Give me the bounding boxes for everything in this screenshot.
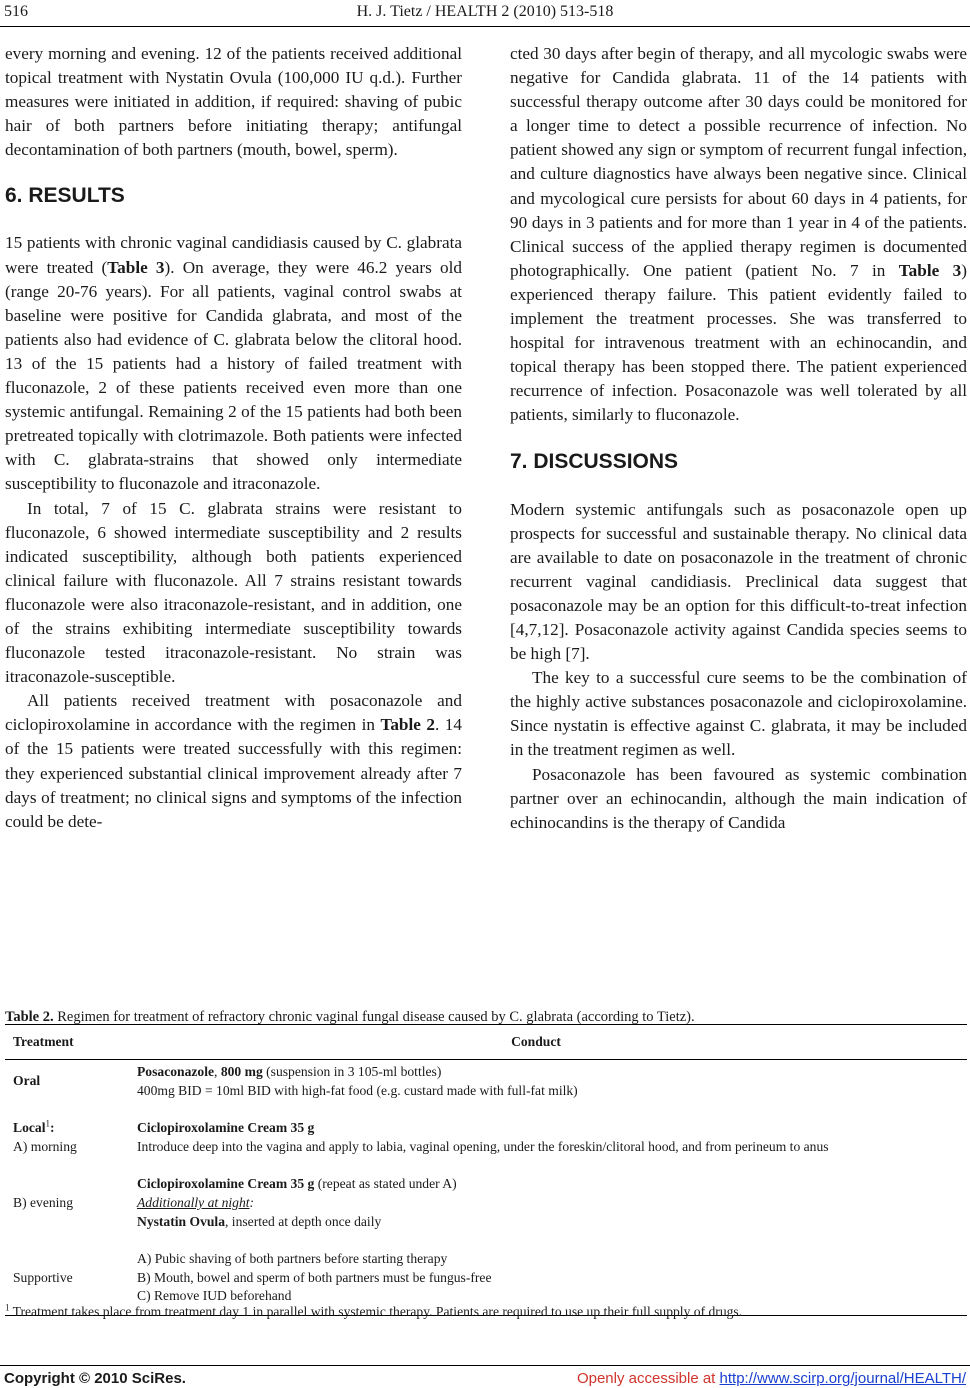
text-run: All patients received treatment with posaconazole and ciclopiroxolamine in accordance with the regimen in	[5, 691, 462, 735]
table-footnote	[5, 1303, 965, 1321]
drug-name: Nystatin Ovula	[137, 1213, 225, 1229]
row-label-morning: A) morning	[13, 1138, 77, 1154]
text-run: :	[49, 1120, 55, 1136]
table-row-local-morning	[5, 1119, 967, 1156]
supportive-item: A) Pubic shaving of both partners before starting therapy	[137, 1251, 448, 1267]
drug-name: Ciclopiroxolamine Cream 35 g	[137, 1176, 315, 1192]
header-treatment: Treatment	[13, 1033, 74, 1049]
caption-label: Table 2.	[5, 1009, 54, 1025]
header-conduct: Conduct	[511, 1033, 561, 1049]
regimen-table	[5, 1024, 967, 1316]
page-header	[0, 0, 970, 27]
journal-link[interactable]: http://www.scirp.org/journal/HEALTH/	[719, 1370, 966, 1387]
row-label-local: Local	[13, 1120, 46, 1136]
table-reference: Table 3	[107, 257, 165, 277]
text-run: :	[249, 1194, 255, 1210]
table-row-supportive	[5, 1250, 967, 1306]
text-run: ). On average, they were 46.2 years old (range 20-76 years). For all patients, vaginal control swabs at baseline were positive for Candida glabrata, and most of the patients also had evidence of C. glabrata below the clitoral hood. 13 of the 15 patients had a history of failed treatment with fluconazole, 2 of these patients received even more than one systemic antifungal. Remaining 2 of the 15 patients had both been pretreated topically with clotrimazole. Both patients were infected with C. glabrata-strains that showed only intermediate susceptibility to fluconazole and itraconazole.	[5, 257, 462, 494]
footnote-marker: 1	[45, 1118, 50, 1129]
additional-note: Additionally at night	[137, 1194, 250, 1210]
access-text: Openly accessible at	[576, 1370, 720, 1387]
footnote-marker: 1	[5, 1302, 10, 1313]
table-header-row	[5, 1025, 967, 1060]
text-run: 15 patients with chronic vaginal candidiasis caused by C. glabrata were treated (	[5, 233, 462, 277]
text-run: (repeat as stated under A)	[314, 1176, 457, 1192]
supportive-item: C) Remove IUD beforehand	[137, 1288, 292, 1304]
section-heading-discussions: 7. DISCUSSIONS	[510, 449, 679, 473]
evening-conduct	[137, 1175, 967, 1231]
right-column	[510, 42, 967, 835]
table-row-evening	[5, 1175, 967, 1231]
text-run: (suspension in 3 105-ml bottles)	[262, 1064, 442, 1079]
caption-text: Regimen for treatment of refractory chronic vaginal fungal disease caused by C. glabrata (according to Tietz).	[53, 1009, 695, 1025]
paragraph	[510, 42, 967, 428]
row-label-oral: Oral	[13, 1073, 41, 1088]
table-reference: Table 2	[380, 715, 435, 735]
morning-conduct	[137, 1119, 967, 1156]
left-column	[5, 42, 462, 834]
text-run: , inserted at depth once daily	[225, 1213, 382, 1229]
drug-name: Ciclopiroxolamine Cream 35 g	[137, 1120, 315, 1136]
row-label-evening: B) evening	[13, 1195, 74, 1211]
text-run: . 14 of the 15 patients were treated successfully with this regimen: they experienced substantial clinical improvement already after 7 days of treatment; no clinical signs and symptoms of the infection could be dete-	[5, 715, 462, 831]
text-run: ) experienced therapy failure. This patient evidently failed to implement the treatment processes. She was transferred to hospital for intravenous treatment with an echinocandin, and topical therapy has been stopped there. The patient experienced recurrence of infection. Posaconazole was well tolerated by all patients, similarly to fluconazole.	[510, 260, 967, 425]
open-access-notice	[577, 1370, 966, 1387]
table-row-oral	[5, 1063, 967, 1100]
dosing-line: 400mg BID = 10ml BID with high-fat food (e.g. custard made with full-fat milk)	[137, 1082, 578, 1098]
page-number: 516	[4, 3, 28, 20]
text-run: cted 30 days after begin of therapy, and all mycologic swabs were negative for Candida glabrata. 11 of the 14 patients with successful therapy outcome after 30 days could be monitored for a longer time to detect a possible recurrence of infection. No patient showed any sign or symptom of recurrent fungal infection, and culture diagnostics have always been negative since. Clinical and mycological cure persists for about 60 days in 4 patients, for 90 days in 3 patients and for more than 1 year in 4 of the patients. Clinical success of the applied therapy regimen is documented photographically. One patient (patient No. 7 in	[510, 44, 967, 280]
row-label-supportive: Supportive	[13, 1270, 73, 1286]
paragraph: Posaconazole has been favoured as systemic combination partner over an echinocandin, although the main indication of echinocandins is the therapy of Candida	[510, 764, 967, 832]
paragraph: every morning and evening. 12 of the patients received additional topical treatment with Nystatin Ovula (100,000 IU q.d.). Further measures were initiated in addition, if required: shaving of pubic hair of both partners before initiating therapy; antifungal decontamination of both partners (mouth, bowel, sperm).	[5, 44, 462, 160]
paragraph	[5, 689, 462, 834]
application-instructions: Introduce deep into the vagina and apply to labia, vaginal opening, under the foreskin/clitoral hood, and from perineum to anus	[137, 1138, 829, 1154]
footnote-text: Treatment takes place from treatment day 1 in parallel with systemic therapy. Patients are required to use up their full supply of drugs.	[9, 1304, 743, 1319]
paragraph: In total, 7 of 15 C. glabrata strains were resistant to fluconazole, 6 showed intermediate susceptibility and 2 results indicated susceptibility, although both patients experienced clinical failure with fluconazole. All 7 strains resistant towards fluconazole were also itraconazole-resistant, and in addition, one of the strains exhibiting intermediate susceptibility towards fluconazole tested itraconazole-resistant. No strain was itraconazole-susceptible.	[5, 498, 462, 687]
dose: 800 mg	[220, 1064, 263, 1079]
page-footer	[0, 1365, 970, 1388]
supportive-item: B) Mouth, bowel and sperm of both partners must be fungus-free	[137, 1269, 492, 1285]
supportive-conduct	[137, 1250, 967, 1306]
oral-conduct	[137, 1063, 967, 1100]
drug-name: Posaconazole	[137, 1064, 215, 1079]
paragraph	[5, 231, 462, 496]
text-run: ,	[214, 1064, 221, 1079]
paragraph: Modern systemic antifungals such as posaconazole open up prospects for successful and sustainable therapy. No clinical data are available to date on posaconazole in the treatment of chronic recurrent vaginal candidiasis. Preclinical data suggest that posaconazole may be an option for this difficult-to-treat infection [4,7,12]. Posaconazole activity against Candida species seems to be high [7].	[510, 499, 967, 664]
running-head: H. J. Tietz / HEALTH 2 (2010) 513-518	[356, 3, 614, 20]
copyright-notice: Copyright © 2010 SciRes.	[4, 1370, 186, 1387]
paragraph: The key to a successful cure seems to be the combination of the highly active substances posaconazole and ciclopiroxolamine. Since nystatin is effective against C. glabrata, it may be included in the treatment regimen as well.	[510, 668, 967, 760]
section-heading-results: 6. RESULTS	[5, 184, 125, 208]
table-reference: Table 3	[898, 260, 962, 280]
